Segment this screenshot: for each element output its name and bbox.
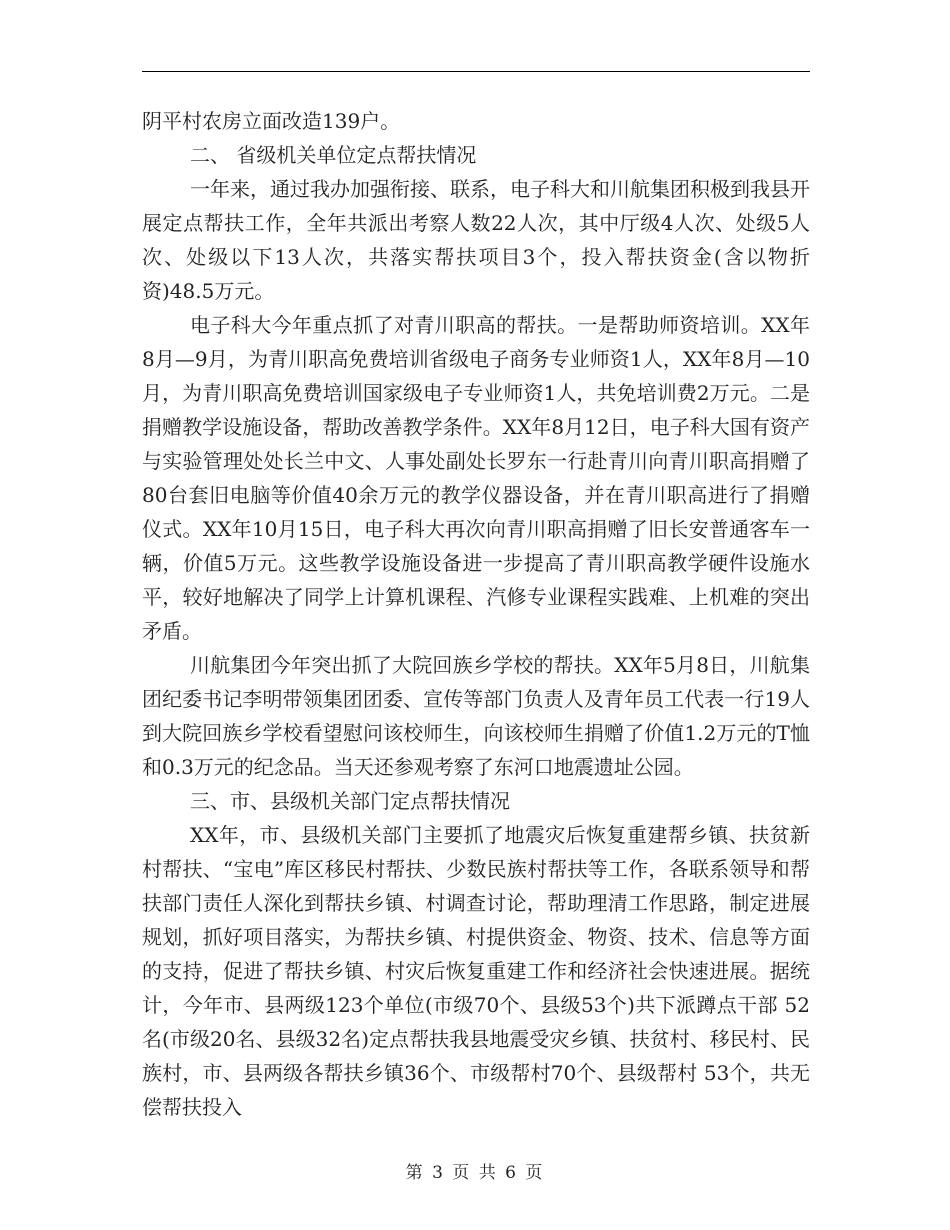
section-heading-provincial: 二、 省级机关单位定点帮扶情况 — [190, 143, 477, 167]
header-rule — [142, 71, 810, 72]
paragraph-overview: 一年来，通过我办加强衔接、联系，电子科大和川航集团积极到我县开展定点帮扶工作，全年共派出考察人数22人次，其中厅级4人次、处级5人次、处级以下13人次，共落实帮扶项目3个，投入帮扶资金(含以物折资)48.5万元。 — [142, 177, 810, 303]
paragraph-uestc: 电子科大今年重点抓了对青川职高的帮扶。一是帮助师资培训。XX年8月—9月，为青川职高免费培训省级电子商务专业师资1人，XX年8月—10月，为青川职高免费培训国家级电子专业师资1人，共免培训费2万元。二是捐赠教学设施设备，帮助改善教学条件。XX年8月12日，电子科大国有资产与实验管理处处长兰中文、人事处副处长罗东一行赴青川向青川职高捐赠了80台套旧电脑等价值40余万元的教学仪器设备，并在青川职高进行了捐赠仪式。XX年10月15日，电子科大再次向青川职高捐赠了旧长安普通客车一辆，价值5万元。这些教学设施设备进一步提高了青川职高教学硬件设施水平，较好地解决了同学上计算机课程、汽修专业课程实践难、上机难的突出矛盾。 — [142, 313, 810, 643]
section-heading-city-county: 三、市、县级机关部门定点帮扶情况 — [190, 789, 510, 813]
document-body — [142, 104, 810, 1124]
page-footer: 第 3 页 共 6 页 — [405, 1163, 545, 1183]
paragraph-continuation: 阴平村农房立面改造139户。 — [142, 109, 401, 133]
paragraph-sichuan-airlines: 川航集团今年突出抓了大院回族乡学校的帮扶。XX年5月8日，川航集团纪委书记李明带领集团团委、宣传等部门负责人及青年员工代表一行19人到大院回族乡学校看望慰问该校师生，向该校师生捐赠了价值1.2万元的T恤和0.3万元的纪念品。当天还参观考察了东河口地震遗址公园。 — [142, 653, 810, 779]
paragraph-city-county: XX年，市、县级机关部门主要抓了地震灾后恢复重建帮乡镇、扶贫新村帮扶、“宝电”库区移民村帮扶、少数民族村帮扶等工作，各联系领导和帮扶部门责任人深化到帮扶乡镇、村调查讨论，帮助理清工作思路，制定进展规划，抓好项目落实，为帮扶乡镇、村提供资金、物资、技术、信息等方面的支持，促进了帮扶乡镇、村灾后恢复重建工作和经济社会快速进展。据统计，今年市、县两级123个单位(市级70个、县级53个)共下派蹲点干部 52名(市级20名、县级32名)定点帮扶我县地震受灾乡镇、扶贫村、移民村、民族村，市、县两级各帮扶乡镇36个、市级帮村70个、县级帮村 53个，共无偿帮扶投入 — [142, 823, 810, 1119]
